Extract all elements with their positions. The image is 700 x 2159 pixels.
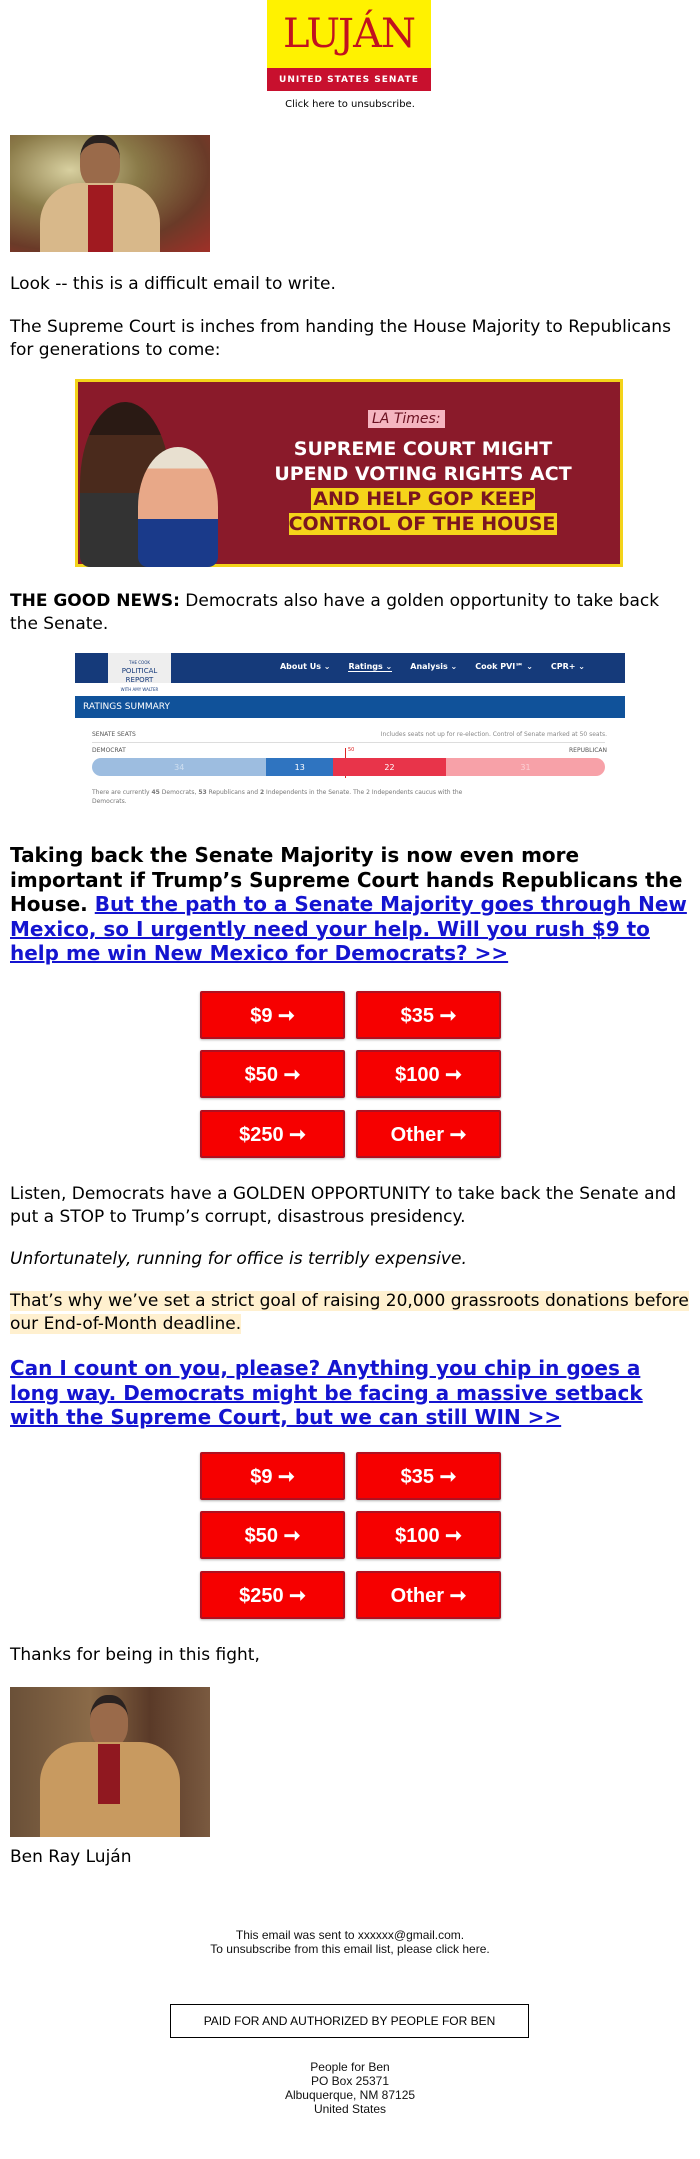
address-country: United States bbox=[313, 2102, 387, 2116]
nav-ratings: Ratings ⌄ bbox=[348, 662, 393, 671]
republican-label: REPUBLICAN bbox=[569, 747, 607, 754]
lujan-logo[interactable] bbox=[267, 0, 431, 91]
nav-about-us: About Us ⌄ bbox=[279, 662, 331, 671]
footer-sent-to: This email was sent to xxxxxx@gmail.com. bbox=[235, 1928, 465, 1942]
donate-link-1[interactable]: But the path to a Senate Majority goes through New Mexico, so I urgently need your help. Will you rush $9 to help me win New Mexico for Democrats? >> bbox=[10, 892, 687, 965]
good-news-paragraph bbox=[10, 590, 690, 636]
la-times-banner-image[interactable] bbox=[75, 379, 623, 567]
good-news-text: Democrats also have a golden opportunity to take back the Senate. bbox=[10, 591, 660, 634]
address-org: People for Ben bbox=[310, 2060, 390, 2074]
donate-35-button[interactable]: $35 ➞ bbox=[356, 991, 501, 1039]
signoff-text: Thanks for being in this fight, bbox=[10, 1645, 260, 1665]
banner-headline bbox=[263, 437, 583, 537]
candidate-photo bbox=[10, 135, 210, 252]
cook-nav-bar bbox=[75, 653, 625, 692]
control-marker: 50 bbox=[348, 747, 355, 753]
donate-100-button[interactable]: $100 ➞ bbox=[356, 1050, 501, 1098]
address-po-box: PO Box 25371 bbox=[310, 2074, 390, 2088]
banner-source: LA Times: bbox=[368, 410, 445, 428]
donate-100-button[interactable]: $100 ➞ bbox=[356, 1511, 501, 1559]
seat-segment-1: 13 bbox=[266, 758, 333, 776]
donate-9-button[interactable]: $9 ➞ bbox=[200, 991, 345, 1039]
signature-photo bbox=[10, 1687, 210, 1837]
nav-analysis: Analysis ⌄ bbox=[410, 662, 458, 671]
cook-ratings-image[interactable] bbox=[75, 653, 625, 828]
banner-headline-highlight: AND HELP GOP KEEP CONTROL OF THE HOUSE bbox=[288, 488, 556, 535]
signature-name: Ben Ray Luján bbox=[10, 1847, 132, 1867]
ratings-summary-title: RATINGS SUMMARY bbox=[75, 696, 625, 718]
donation-buttons-1 bbox=[0, 991, 700, 1161]
donate-50-button[interactable]: $50 ➞ bbox=[200, 1511, 345, 1559]
goal-highlight: That’s why we’ve set a strict goal of raising 20,000 grassroots donations before our End-of-Month deadline. bbox=[10, 1291, 689, 1334]
donate-250-button[interactable]: $250 ➞ bbox=[200, 1571, 345, 1619]
donation-buttons-2 bbox=[0, 1452, 700, 1622]
goal-paragraph bbox=[10, 1290, 690, 1336]
paid-for-disclaimer: PAID FOR AND AUTHORIZED BY PEOPLE FOR BEN bbox=[170, 2004, 529, 2038]
unsubscribe-link-top[interactable]: Click here to unsubscribe. bbox=[285, 99, 415, 110]
listen-paragraph: Listen, Democrats have a GOLDEN OPPORTUNITY to take back the Senate and put a STOP to Trump’s corrupt, disastrous presidency. bbox=[10, 1184, 677, 1227]
logo-name: LUJÁN bbox=[267, 0, 431, 68]
seat-segment-0: 34 bbox=[92, 758, 266, 776]
footer-unsubscribe-link[interactable]: To unsubscribe from this email list, please click here. bbox=[210, 1942, 490, 1956]
senate-seats-note: Includes seats not up for re-election. Control of Senate marked at 50 seats. bbox=[380, 731, 607, 738]
seat-segment-2: 22 bbox=[333, 758, 446, 776]
donate-link-2[interactable]: Can I count on you, please? Anything you chip in goes a long way. Democrats might be facing a massive setback with the Supreme Court, but we can still WIN >> bbox=[10, 1356, 643, 1429]
senate-majority-headline bbox=[10, 843, 692, 966]
logo-subtitle: UNITED STATES SENATE bbox=[267, 68, 431, 91]
senate-seat-bar bbox=[92, 758, 605, 776]
donate-other-button[interactable]: Other ➞ bbox=[356, 1571, 501, 1619]
intro-paragraph: Look -- this is a difficult email to write. bbox=[10, 274, 336, 294]
count-on-you-paragraph bbox=[10, 1356, 692, 1430]
expensive-paragraph: Unfortunately, running for office is terribly expensive. bbox=[10, 1249, 467, 1269]
address-city: Albuquerque, NM 87125 bbox=[284, 2088, 416, 2102]
good-news-label: THE GOOD NEWS: bbox=[10, 591, 180, 611]
democrat-label: DEMOCRAT bbox=[92, 747, 126, 754]
trump-photo bbox=[138, 447, 218, 567]
supreme-court-paragraph: The Supreme Court is inches from handing the House Majority to Republicans for generations to come: bbox=[10, 317, 671, 360]
donate-9-button[interactable]: $9 ➞ bbox=[200, 1452, 345, 1500]
donate-250-button[interactable]: $250 ➞ bbox=[200, 1110, 345, 1158]
headline-bold-text: Taking back the Senate Majority is now even more important if Trump’s Supreme Court hands Republicans the House. bbox=[10, 843, 683, 916]
seat-segment-3: 31 bbox=[446, 758, 605, 776]
donate-50-button[interactable]: $50 ➞ bbox=[200, 1050, 345, 1098]
nav-cpr-plus: CPR+ ⌄ bbox=[550, 662, 585, 671]
donate-other-button[interactable]: Other ➞ bbox=[356, 1110, 501, 1158]
donate-35-button[interactable]: $35 ➞ bbox=[356, 1452, 501, 1500]
cook-menu bbox=[280, 662, 585, 672]
ratings-footnote: There are currently 45 Democrats, 53 Republicans and 2 Independents in the Senate. The 2 Independents caucus with the Democrats. bbox=[92, 789, 463, 805]
cook-logo: THE COOK POLITICAL REPORT WITH AMY WALTER bbox=[108, 653, 171, 683]
senate-seats-label: SENATE SEATS bbox=[92, 731, 136, 738]
nav-cook-pvi: Cook PVI℠ ⌄ bbox=[475, 662, 533, 671]
banner-headline-plain: SUPREME COURT MIGHT UPEND VOTING RIGHTS ACT bbox=[274, 438, 572, 485]
mailing-address bbox=[0, 2060, 700, 2116]
